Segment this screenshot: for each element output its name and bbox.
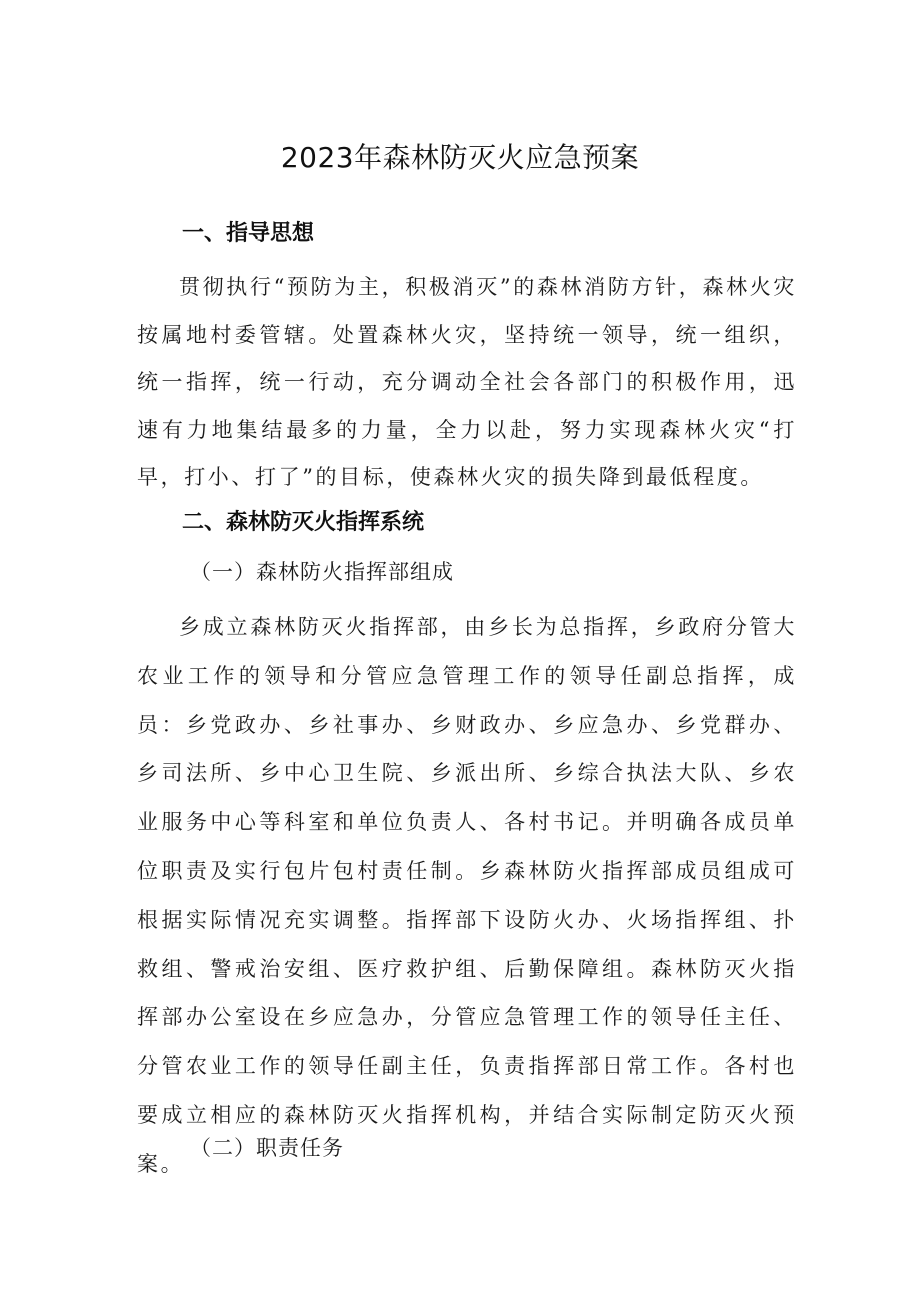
guiding-ideology-paragraph: 贯彻执行“预防为主，积极消灭”的森林消防方针，森林火灾按属地村委管辖。处置森林火灾，坚持统一领导，统一组织，统一指挥，统一行动，充分调动全社会各部门的积极作用，迅速有力地集结最多的力量，全力以赴，努力实现森林火灾“打早，打小、打了”的目标，使森林火灾的损失降到最低程度。: [137, 275, 797, 489]
subheading-command-composition: （一）森林防火指挥部组成: [190, 560, 454, 584]
subheading-duties-tasks: （二）职责任务: [190, 1136, 344, 1160]
section-heading-command-system: 二、森林防灭火指挥系统: [182, 510, 425, 535]
document-title: 2023年森林防灭火应急预案: [280, 141, 640, 174]
section-heading-guiding-ideology: 一、指导思想: [182, 221, 315, 246]
command-composition-paragraph: 乡成立森林防灭火指挥部，由乡长为总指挥，乡政府分管大农业工作的领导和分管应急管理工作的领导任副总指挥，成员：乡党政办、乡社事办、乡财政办、乡应急办、乡党群办、乡司法所、乡中心卫生院、乡派出所、乡综合执法大队、乡农业服务中心等科室和单位负责人、各村书记。并明确各成员单位职责及实行包片包村责任制。乡森林防火指挥部成员组成可根据实际情况充实调整。指挥部下设防火办、火场指挥组、扑救组、警戒治安组、医疗救护组、后勤保障组。森林防灭火指挥部办公室设在乡应急办，分管应急管理工作的领导任主任、分管农业工作的领导任副主任，负责指挥部日常工作。各村也要成立相应的森林防灭火指挥机构，并结合实际制定防灭火预案。: [137, 615, 797, 1176]
